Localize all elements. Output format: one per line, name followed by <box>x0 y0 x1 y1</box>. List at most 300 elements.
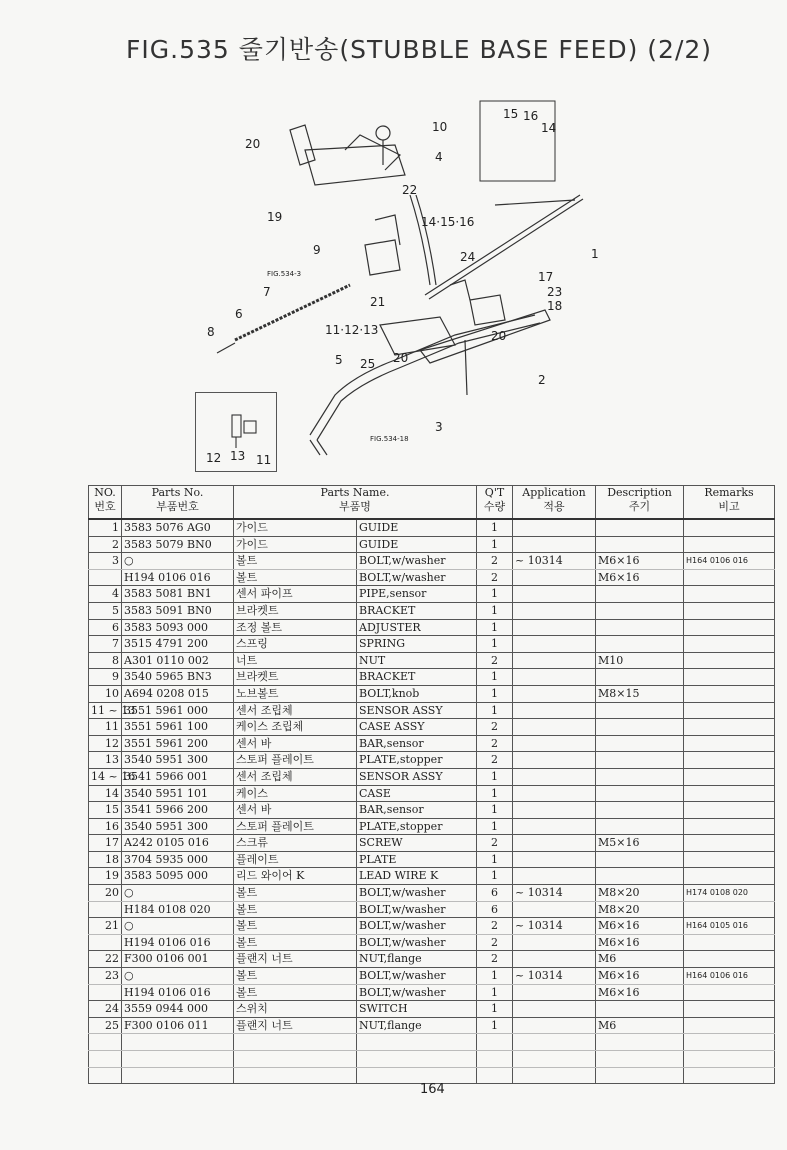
row-remarks <box>684 719 775 736</box>
row-name-en: BRACKET <box>357 669 477 686</box>
row-remarks <box>684 685 775 702</box>
row-qty: 1 <box>477 702 513 719</box>
row-name-en: BOLT,knob <box>357 685 477 702</box>
row-description <box>596 636 684 653</box>
row-part-no: 3541 5966 200 <box>122 802 234 819</box>
row-name-en: BOLT,w/washer <box>357 569 477 586</box>
row-no: 7 <box>89 636 122 653</box>
row-remarks <box>684 569 775 586</box>
col-parts-no: Parts No. 부품번호 <box>122 486 234 520</box>
row-description: M6×16 <box>596 569 684 586</box>
row-name-en: BOLT,w/washer <box>357 885 477 902</box>
row-no: 3 <box>89 553 122 570</box>
row-description: M6 <box>596 1017 684 1034</box>
row-remarks <box>684 768 775 785</box>
row-no <box>89 901 122 918</box>
row-no: 21 <box>89 918 122 935</box>
row-name-en: PLATE,stopper <box>357 752 477 769</box>
row-remarks: H164 0106 016 <box>684 968 775 985</box>
row-remarks <box>684 586 775 603</box>
row-description: M5×16 <box>596 835 684 852</box>
row-remarks <box>684 602 775 619</box>
row-name-ko: 스토퍼 플레이트 <box>234 818 357 835</box>
callout-inset-12: 12 <box>206 451 222 465</box>
row-description: M6×16 <box>596 553 684 570</box>
callout-inset-16: 16 <box>523 109 539 123</box>
row-application <box>513 1034 596 1051</box>
row-name-ko: 센서 조립체 <box>234 702 357 719</box>
table-row <box>89 586 775 603</box>
row-application <box>513 602 596 619</box>
row-part-no: H184 0108 020 <box>122 901 234 918</box>
row-application <box>513 569 596 586</box>
row-name-en: SPRING <box>357 636 477 653</box>
table-row <box>89 851 775 868</box>
row-name-ko: 볼트 <box>234 968 357 985</box>
row-description: M8×20 <box>596 885 684 902</box>
row-qty: 1 <box>477 802 513 819</box>
row-qty <box>477 1051 513 1068</box>
callout-20a: 20 <box>245 137 261 151</box>
row-description <box>596 1034 684 1051</box>
row-qty: 2 <box>477 951 513 968</box>
row-qty: 1 <box>477 968 513 985</box>
callout-18: 18 <box>547 299 563 313</box>
row-part-no: 3583 5093 000 <box>122 619 234 636</box>
row-name-ko: 볼트 <box>234 934 357 951</box>
row-qty: 1 <box>477 984 513 1001</box>
row-qty: 6 <box>477 901 513 918</box>
row-description: M8×15 <box>596 685 684 702</box>
row-description <box>596 602 684 619</box>
parts-table-body <box>89 519 775 1084</box>
row-remarks <box>684 868 775 885</box>
callout-inset-13: 13 <box>230 449 246 463</box>
col-description: Description 주기 <box>596 486 684 520</box>
callout-inset-11: 11 <box>256 453 272 467</box>
row-name-ko: 케이스 조립체 <box>234 719 357 736</box>
callout-23: 24 <box>460 250 476 264</box>
row-no: 19 <box>89 868 122 885</box>
row-qty: 2 <box>477 553 513 570</box>
table-row <box>89 934 775 951</box>
callout-24: 23 <box>547 285 563 299</box>
table-row <box>89 768 775 785</box>
row-name-ko <box>234 1067 357 1084</box>
row-remarks <box>684 1017 775 1034</box>
row-name-ko: 플랜지 너트 <box>234 951 357 968</box>
row-application <box>513 536 596 553</box>
row-application <box>513 1017 596 1034</box>
row-no <box>89 934 122 951</box>
row-no <box>89 1051 122 1068</box>
row-name-ko: 가이드 <box>234 519 357 536</box>
row-name-en: NUT,flange <box>357 1017 477 1034</box>
row-remarks <box>684 702 775 719</box>
row-part-no: 3559 0944 000 <box>122 1001 234 1018</box>
row-application <box>513 818 596 835</box>
row-name-en <box>357 1051 477 1068</box>
table-row <box>89 835 775 852</box>
row-name-en: SCREW <box>357 835 477 852</box>
row-application: ~ 10314 <box>513 885 596 902</box>
row-part-no: 3551 5961 100 <box>122 719 234 736</box>
row-remarks <box>684 1034 775 1051</box>
callout-5: 5 <box>335 353 343 367</box>
table-row <box>89 735 775 752</box>
callout-10: 10 <box>432 120 448 134</box>
row-qty: 1 <box>477 669 513 686</box>
row-application: ~ 10314 <box>513 968 596 985</box>
row-name-ko: 센서 조립체 <box>234 768 357 785</box>
table-row <box>89 984 775 1001</box>
row-name-en: BOLT,w/washer <box>357 553 477 570</box>
row-qty: 1 <box>477 1017 513 1034</box>
row-description <box>596 735 684 752</box>
row-description <box>596 818 684 835</box>
row-qty: 1 <box>477 851 513 868</box>
table-row <box>89 619 775 636</box>
row-name-ko: 플레이트 <box>234 851 357 868</box>
row-name-en: BOLT,w/washer <box>357 934 477 951</box>
row-description <box>596 702 684 719</box>
table-row <box>89 951 775 968</box>
callout-8: 8 <box>207 325 215 339</box>
row-part-no: 3515 4791 200 <box>122 636 234 653</box>
row-description <box>596 719 684 736</box>
row-description: M6×16 <box>596 934 684 951</box>
row-description <box>596 851 684 868</box>
row-name-ko: 스크류 <box>234 835 357 852</box>
callout-2: 2 <box>538 373 546 387</box>
row-qty: 1 <box>477 785 513 802</box>
row-application <box>513 652 596 669</box>
row-application <box>513 984 596 1001</box>
row-no: 11 <box>89 719 122 736</box>
row-remarks <box>684 652 775 669</box>
row-part-no <box>122 1034 234 1051</box>
row-name-en: CASE ASSY <box>357 719 477 736</box>
row-qty: 1 <box>477 619 513 636</box>
row-no: 17 <box>89 835 122 852</box>
row-name-ko: 가이드 <box>234 536 357 553</box>
row-no <box>89 1034 122 1051</box>
callout-25: 25 <box>360 357 376 371</box>
row-remarks <box>684 951 775 968</box>
row-part-no: H194 0106 016 <box>122 569 234 586</box>
callout-22: 22 <box>402 183 418 197</box>
row-application <box>513 1067 596 1084</box>
row-remarks <box>684 802 775 819</box>
row-name-en <box>357 1067 477 1084</box>
row-no: 24 <box>89 1001 122 1018</box>
row-name-en: BOLT,w/washer <box>357 984 477 1001</box>
row-remarks <box>684 752 775 769</box>
row-remarks <box>684 851 775 868</box>
row-part-no: 3551 5961 200 <box>122 735 234 752</box>
row-name-en: BOLT,w/washer <box>357 968 477 985</box>
row-application <box>513 519 596 536</box>
row-application <box>513 901 596 918</box>
table-row <box>89 1034 775 1051</box>
row-part-no: F300 0106 011 <box>122 1017 234 1034</box>
row-remarks <box>684 1001 775 1018</box>
row-name-en: BRACKET <box>357 602 477 619</box>
row-application <box>513 636 596 653</box>
row-remarks <box>684 619 775 636</box>
row-remarks <box>684 636 775 653</box>
row-application <box>513 768 596 785</box>
table-header <box>89 486 775 520</box>
row-qty: 2 <box>477 934 513 951</box>
row-name-en: BOLT,w/washer <box>357 901 477 918</box>
row-application <box>513 1001 596 1018</box>
row-no: 25 <box>89 1017 122 1034</box>
row-name-ko: 센서 바 <box>234 735 357 752</box>
row-part-no: 3704 5935 000 <box>122 851 234 868</box>
parts-table <box>88 485 775 1084</box>
table-row <box>89 1051 775 1068</box>
callout-20c: 20 <box>491 329 507 343</box>
row-application <box>513 835 596 852</box>
row-name-en: LEAD WIRE K <box>357 868 477 885</box>
row-description <box>596 1051 684 1068</box>
col-application: Application 적용 <box>513 486 596 520</box>
row-qty: 2 <box>477 752 513 769</box>
row-qty: 2 <box>477 719 513 736</box>
row-application <box>513 735 596 752</box>
row-qty: 6 <box>477 885 513 902</box>
row-remarks <box>684 934 775 951</box>
row-no: 16 <box>89 818 122 835</box>
row-name-en: GUIDE <box>357 519 477 536</box>
row-qty: 2 <box>477 835 513 852</box>
row-name-en: SENSOR ASSY <box>357 702 477 719</box>
row-remarks: H174 0108 020 <box>684 885 775 902</box>
row-part-no: ○ <box>122 553 234 570</box>
row-name-ko <box>234 1051 357 1068</box>
row-remarks <box>684 519 775 536</box>
row-name-ko: 센서 파이프 <box>234 586 357 603</box>
row-name-ko: 브라켓트 <box>234 669 357 686</box>
row-qty: 1 <box>477 768 513 785</box>
table-row <box>89 719 775 736</box>
row-application <box>513 868 596 885</box>
row-description <box>596 669 684 686</box>
row-name-ko: 스토퍼 플레이트 <box>234 752 357 769</box>
callout-9: 9 <box>313 243 321 257</box>
row-description <box>596 536 684 553</box>
callout-inset-15: 15 <box>503 107 519 121</box>
table-row <box>89 802 775 819</box>
row-qty: 1 <box>477 1001 513 1018</box>
row-part-no <box>122 1067 234 1084</box>
row-remarks: H164 0105 016 <box>684 918 775 935</box>
row-description: M8×20 <box>596 901 684 918</box>
table-row <box>89 702 775 719</box>
callout-14-15-16: 14·15·16 <box>421 215 475 229</box>
row-application <box>513 669 596 686</box>
row-name-en: BAR,sensor <box>357 735 477 752</box>
row-remarks <box>684 901 775 918</box>
row-qty: 2 <box>477 735 513 752</box>
row-application <box>513 802 596 819</box>
row-name-en: BAR,sensor <box>357 802 477 819</box>
row-qty <box>477 1067 513 1084</box>
row-no: 11 ~ 13 <box>89 702 122 719</box>
table-row <box>89 1017 775 1034</box>
row-no: 15 <box>89 802 122 819</box>
row-description <box>596 868 684 885</box>
row-application: ~ 10314 <box>513 553 596 570</box>
row-application <box>513 851 596 868</box>
row-qty: 2 <box>477 569 513 586</box>
row-no: 1 <box>89 519 122 536</box>
row-name-en <box>357 1034 477 1051</box>
table-row <box>89 536 775 553</box>
row-name-ko: 너트 <box>234 652 357 669</box>
table-row <box>89 669 775 686</box>
table-row <box>89 868 775 885</box>
row-remarks <box>684 818 775 835</box>
row-name-ko: 볼트 <box>234 569 357 586</box>
row-description <box>596 619 684 636</box>
row-no: 9 <box>89 669 122 686</box>
row-no: 22 <box>89 951 122 968</box>
row-name-en: SWITCH <box>357 1001 477 1018</box>
row-part-no: H194 0106 016 <box>122 934 234 951</box>
row-name-ko: 스프링 <box>234 636 357 653</box>
row-name-ko: 플랜지 너트 <box>234 1017 357 1034</box>
row-remarks <box>684 1067 775 1084</box>
row-no: 2 <box>89 536 122 553</box>
row-part-no: 3583 5091 BN0 <box>122 602 234 619</box>
row-name-en: NUT <box>357 652 477 669</box>
callout-11-12-13: 11·12·13 <box>325 323 379 337</box>
row-description <box>596 586 684 603</box>
row-no <box>89 569 122 586</box>
row-name-ko: 노브볼트 <box>234 685 357 702</box>
callout-fig534-18: FIG.534-18 <box>370 435 409 443</box>
col-qty: Q'T 수량 <box>477 486 513 520</box>
row-qty: 1 <box>477 602 513 619</box>
row-part-no: 3551 5961 000 <box>122 702 234 719</box>
row-part-no: H194 0106 016 <box>122 984 234 1001</box>
row-description: M10 <box>596 652 684 669</box>
row-name-en: CASE <box>357 785 477 802</box>
row-application <box>513 702 596 719</box>
row-name-en: SENSOR ASSY <box>357 768 477 785</box>
row-name-en: PIPE,sensor <box>357 586 477 603</box>
callout-fig534-3: FIG.534-3 <box>267 270 302 278</box>
row-name-ko: 케이스 <box>234 785 357 802</box>
row-part-no: A242 0105 016 <box>122 835 234 852</box>
row-part-no: 3583 5081 BN1 <box>122 586 234 603</box>
callout-17: 17 <box>538 270 554 284</box>
callout-7: 7 <box>263 285 271 299</box>
row-qty: 2 <box>477 918 513 935</box>
row-no: 18 <box>89 851 122 868</box>
table-row <box>89 602 775 619</box>
row-name-ko: 볼트 <box>234 553 357 570</box>
row-part-no: 3583 5076 AG0 <box>122 519 234 536</box>
table-row <box>89 636 775 653</box>
row-application <box>513 785 596 802</box>
row-part-no: A694 0208 015 <box>122 685 234 702</box>
row-name-en: PLATE <box>357 851 477 868</box>
callout-21: 21 <box>370 295 386 309</box>
row-no <box>89 1067 122 1084</box>
row-part-no: 3541 5966 001 <box>122 768 234 785</box>
table-row <box>89 785 775 802</box>
row-part-no: 3583 5079 BN0 <box>122 536 234 553</box>
row-name-ko <box>234 1034 357 1051</box>
row-qty: 1 <box>477 818 513 835</box>
row-application <box>513 934 596 951</box>
table-row <box>89 1001 775 1018</box>
callout-19: 19 <box>267 210 283 224</box>
table-row <box>89 569 775 586</box>
row-description: M6×16 <box>596 968 684 985</box>
row-description <box>596 1001 684 1018</box>
table-row <box>89 519 775 536</box>
row-remarks <box>684 735 775 752</box>
row-part-no: 3540 5951 101 <box>122 785 234 802</box>
row-remarks <box>684 835 775 852</box>
callout-6: 6 <box>235 307 243 321</box>
row-name-ko: 리드 와이어 K <box>234 868 357 885</box>
row-no: 12 <box>89 735 122 752</box>
row-no: 14 <box>89 785 122 802</box>
row-description <box>596 752 684 769</box>
row-application <box>513 752 596 769</box>
row-no <box>89 984 122 1001</box>
row-qty: 1 <box>477 636 513 653</box>
row-description <box>596 802 684 819</box>
table-row <box>89 968 775 985</box>
row-application <box>513 719 596 736</box>
row-description: M6×16 <box>596 984 684 1001</box>
row-name-ko: 브라켓트 <box>234 602 357 619</box>
row-no: 8 <box>89 652 122 669</box>
row-name-ko: 스위치 <box>234 1001 357 1018</box>
row-description <box>596 768 684 785</box>
page-title: FIG.535 줄기반송(STUBBLE BASE FEED) (2/2) <box>126 35 713 64</box>
row-name-ko: 센서 바 <box>234 802 357 819</box>
table-row <box>89 918 775 935</box>
table-row <box>89 752 775 769</box>
row-qty: 2 <box>477 652 513 669</box>
row-application <box>513 586 596 603</box>
table-row <box>89 885 775 902</box>
page-number: 164 <box>420 1082 445 1097</box>
callout-20b: 20 <box>393 351 409 365</box>
row-no: 23 <box>89 968 122 985</box>
row-part-no: 3540 5951 300 <box>122 752 234 769</box>
row-name-ko: 볼트 <box>234 984 357 1001</box>
row-no: 4 <box>89 586 122 603</box>
row-name-en: NUT,flange <box>357 951 477 968</box>
callout-inset-14: 14 <box>541 121 557 135</box>
table-row <box>89 553 775 570</box>
row-part-no: F300 0106 001 <box>122 951 234 968</box>
col-no: NO. 번호 <box>89 486 122 520</box>
row-description <box>596 785 684 802</box>
table-row <box>89 685 775 702</box>
row-remarks: H164 0106 016 <box>684 553 775 570</box>
row-name-en: PLATE,stopper <box>357 818 477 835</box>
row-description <box>596 1067 684 1084</box>
